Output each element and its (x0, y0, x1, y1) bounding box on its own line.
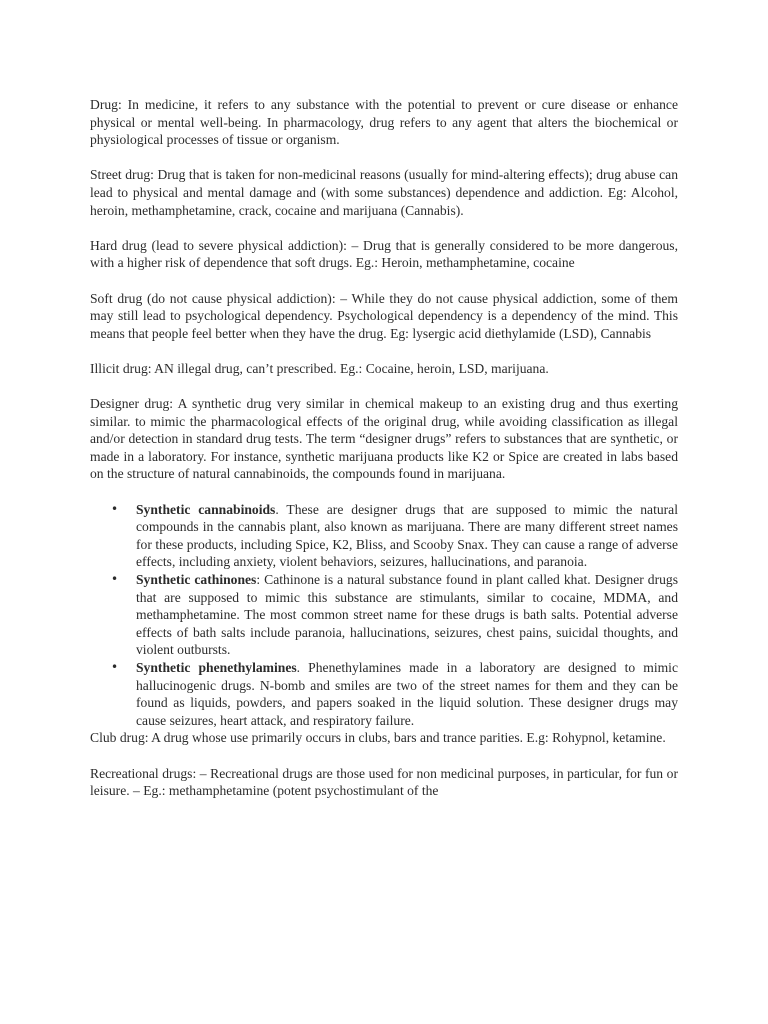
paragraph-drug: Drug: In medicine, it refers to any substance with the potential to prevent or cure disease or enhance physical or mental well-being. In pharmacology, drug refers to any agent that alters the biochemical or physiological processes of tissue or organism. (90, 97, 678, 148)
designer-drug-list (90, 501, 678, 730)
paragraph-designer-drug: Designer drug: A synthetic drug very similar in chemical makeup to an existing drug and thus exerting similar. to mimic the pharmacological effects of the original drug, while avoiding classification as illegal and/or detection in standard drug tests. The term “designer drugs” refers to substances that are synthetic, or made in a laboratory. For instance, synthetic marijuana products like K2 or Spice are created in labs based on the structure of natural cannabinoids, the compounds found in marijuana. (90, 396, 678, 482)
list-item (136, 659, 678, 729)
paragraph-illicit-drug: Illicit drug: AN illegal drug, can’t prescribed. Eg.: Cocaine, heroin, LSD, marijuana. (90, 360, 549, 376)
list-item (136, 501, 678, 571)
paragraph-street-drug: Street drug: Drug that is taken for non-medicinal reasons (usually for mind-altering effects); drug abuse can lead to physical and mental damage and (with some substances) dependence and addiction. Eg: Alcohol, heroin, methamphetamine, crack, cocaine and marijuana (Cannabis). (90, 167, 678, 218)
paragraph-recreational-drugs: Recreational drugs: – Recreational drugs are those used for non medicinal purposes, in particular, for fun or leisure. – Eg.: methamphetamine (potent psychostimulant of the (90, 765, 678, 799)
list-item-text: : Cathinone is a natural substance found in plant called khat. Designer drugs that are supposed to mimic this substance are stimulants, similar to cocaine, MDMA, and methamphetamine. The most common street name for these drugs is bath salts. Potential adverse effects of bath salts include paranoia, hallucinations, seizures, chest pains, suicidal thoughts, and violent outbursts. (136, 572, 678, 658)
paragraph-soft-drug: Soft drug (do not cause physical addiction): – While they do not cause physical addiction, some of them may still lead to psychological dependency. Psychological dependency is a dependency of the mind. This means that people feel better when they have the drug. Eg: lysergic acid diethylamide (LSD), Cannabis (90, 290, 678, 341)
list-item-text: . These are designer drugs that are supposed to mimic the natural compounds in the cannabis plant, also known as marijuana. There are many different street names for these products, including Spice, K2, Bliss, and Scooby Snax. They can cause a range of adverse effects, including anxiety, violent behaviors, seizures, hallucinations, and paranoia. (136, 501, 678, 570)
list-item-text: . Phenethylamines made in a laboratory are designed to mimic hallucinogenic drugs. N-bomb and smiles are two of the street names for them and they can be found as liquids, powders, and papers soaked in the liquid solution. These designer drugs may cause seizures, heart attack, and respiratory failure. (136, 660, 678, 728)
paragraph-club-drug: Club drug: A drug whose use primarily occurs in clubs, bars and trance parities. E.g: Rohypnol, ketamine. (90, 730, 666, 746)
list-item-term: Synthetic phenethylamines (136, 660, 297, 675)
list-item-term: Synthetic cathinones (136, 572, 257, 588)
document-page (90, 96, 678, 800)
list-item (136, 571, 678, 659)
paragraph-hard-drug: Hard drug (lead to severe physical addiction): – Drug that is generally considered to be more dangerous, with a higher risk of dependence that soft drugs. Eg.: Heroin, methamphetamine, cocaine (90, 237, 678, 271)
list-item-term: Synthetic cannabinoids (136, 501, 276, 517)
